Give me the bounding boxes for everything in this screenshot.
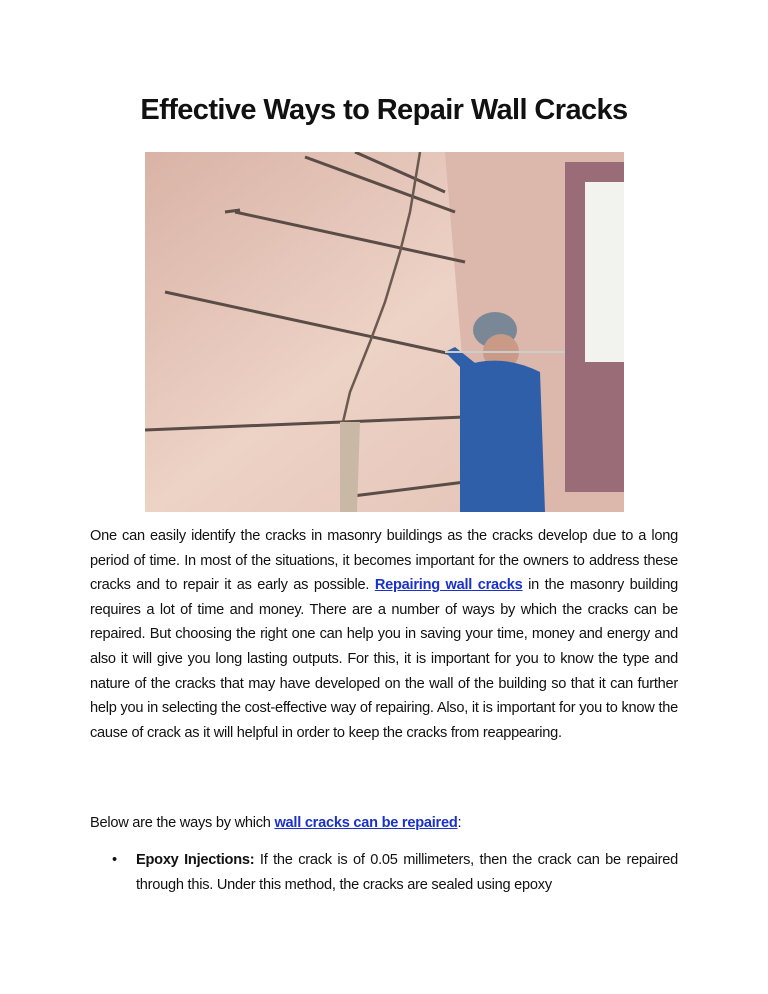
list-item-text: If the crack is of 0.05 millimeters, then the crack can be repaired through this. Under this method, the cracks are sealed using epoxy <box>136 852 678 893</box>
paragraph-text: One can easily identify the cracks in masonry buildings as the cracks develop due to a long period of time. In most of the situations, it becomes important for the owners to address these cracks and to repair it as early as possible. <box>90 528 678 594</box>
intro-paragraph <box>90 524 678 745</box>
ways-intro-paragraph <box>90 811 678 836</box>
paragraph-text: : <box>457 815 462 831</box>
paragraph-text: in the masonry building requires a lot of time and money. There are a number of ways by which the cracks can be repaired. But choosing the right one can help you in saving your time, money and energy and also it will give you long lasting outputs. For this, it is important for you to know the type and nature of the cracks that may have developed on the wall of the building so that it can further help you in selecting the cost-effective way of repairing. Also, it is important for you to know the cause of crack as it will helpful in order to keep the cracks from reappearing. <box>90 577 678 741</box>
page-title: Effective Ways to Repair Wall Cracks <box>140 94 628 126</box>
paragraph-text: Below are the ways by which <box>90 815 275 831</box>
bullet-icon: • <box>112 852 117 868</box>
wall-crack-photo <box>145 152 624 512</box>
list-item <box>90 848 678 897</box>
wall-cracks-repaired-link[interactable]: wall cracks can be repaired <box>274 815 458 831</box>
repairing-wall-cracks-link[interactable]: Repairing wall cracks <box>374 577 523 594</box>
list-item-heading: Epoxy Injections: <box>136 852 255 868</box>
